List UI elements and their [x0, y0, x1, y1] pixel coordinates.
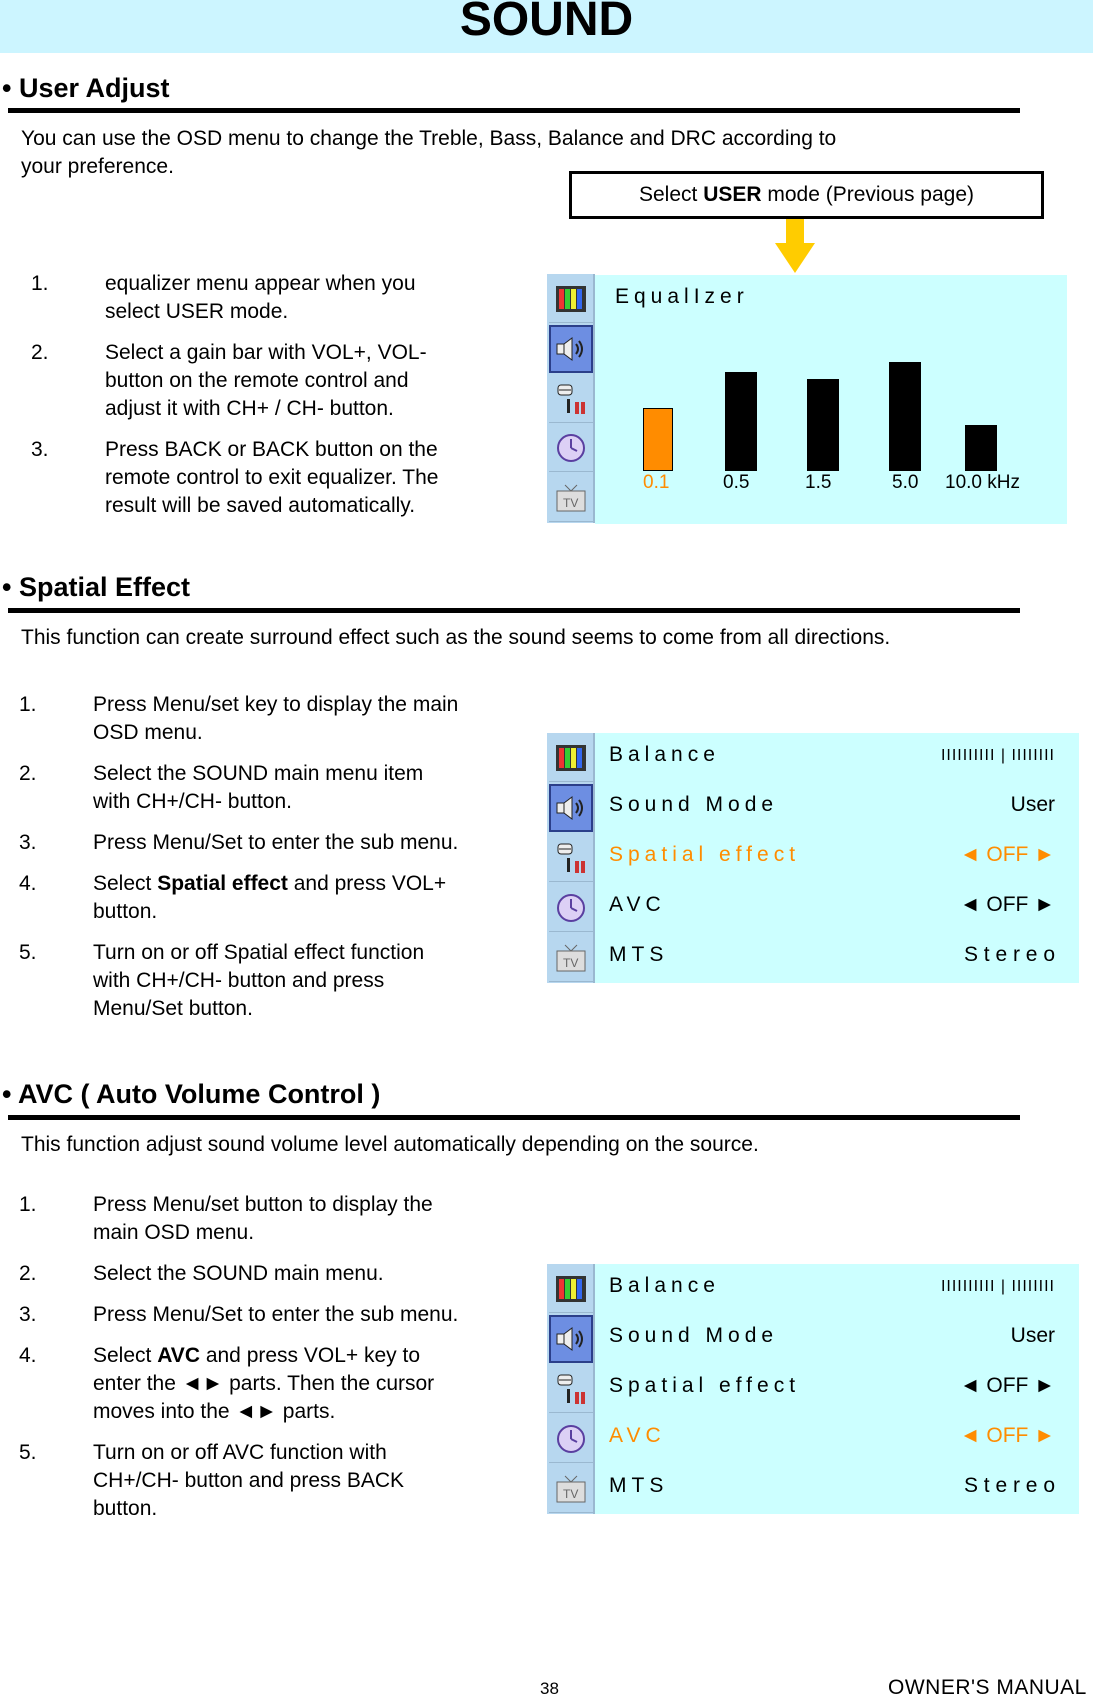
- step-text: enter the ◄► parts. Then the cursor: [93, 1372, 435, 1395]
- equalizer-gain-bar[interactable]: [725, 372, 757, 471]
- step-text-pre: Select: [93, 1344, 158, 1367]
- user-adjust-intro-line1: You can use the OSD menu to change the Treble, Bass, Balance and DRC according to: [21, 127, 837, 150]
- down-arrow-stem: [786, 219, 804, 245]
- select-user-mode-callout: [569, 171, 1044, 219]
- step-text: Turn on or off Spatial effect function: [93, 941, 425, 964]
- user-adjust-intro-line2: your preference.: [21, 155, 174, 178]
- step-text: result will be saved automatically.: [105, 494, 416, 517]
- sound-icon[interactable]: [549, 784, 593, 832]
- step-text-bold: AVC: [157, 1344, 200, 1367]
- osd-icon-column: [547, 274, 595, 523]
- osd-menu-label: AVC: [609, 893, 666, 916]
- step-number: 3.: [19, 831, 37, 854]
- step-number: 2.: [19, 762, 37, 785]
- setup-icon[interactable]: [549, 1365, 593, 1413]
- osd-menu-value[interactable]: S t e r e o: [963, 943, 1055, 966]
- callout-suffix: mode (Previous page): [761, 183, 974, 206]
- step-text: OSD menu.: [93, 721, 203, 744]
- osd-menu-row[interactable]: [595, 933, 1079, 983]
- step-number: 2.: [19, 1262, 37, 1285]
- step-number: 5.: [19, 941, 37, 964]
- step-text: Press Menu/set button to display the: [93, 1193, 433, 1216]
- balance-bar[interactable]: IIIIIIIIII | IIIIIIII: [940, 747, 1055, 764]
- osd-menu-label: AVC: [609, 1424, 666, 1447]
- step-text: button.: [93, 900, 158, 923]
- equalizer-gain-bar[interactable]: [643, 408, 673, 471]
- step-number: 1.: [31, 272, 49, 295]
- step-text-pre: Select: [93, 872, 158, 895]
- osd-menu-row[interactable]: [595, 883, 1079, 933]
- down-arrow-icon: [775, 243, 815, 273]
- callout-bold: USER: [703, 183, 762, 206]
- osd-menu-label: Balance: [609, 1274, 720, 1297]
- osd-menu-label: Spatial effect: [609, 1374, 801, 1397]
- section-rule: [8, 1115, 1020, 1120]
- svg-text:TV: TV: [563, 495, 579, 510]
- clock-icon[interactable]: [549, 884, 593, 932]
- section-heading-user-adjust: • User Adjust: [2, 73, 170, 103]
- osd-menu-label: MTS: [609, 1474, 669, 1497]
- step-number: 3.: [19, 1303, 37, 1326]
- step-text: Press Menu/Set to enter the sub menu.: [93, 1303, 459, 1326]
- osd-menu-row[interactable]: [595, 733, 1079, 783]
- step-text-post: and press VOL+ key to: [199, 1344, 421, 1367]
- equalizer-gain-bar[interactable]: [807, 379, 839, 471]
- osd-menu-row[interactable]: [595, 1464, 1079, 1514]
- step-text: button on the remote control and: [105, 369, 409, 392]
- section-heading-avc: • AVC ( Auto Volume Control ): [2, 1079, 381, 1109]
- step-text: [93, 1342, 420, 1370]
- picture-icon[interactable]: [549, 734, 593, 782]
- osd-menu-label: Spatial effect: [609, 843, 801, 866]
- avc-osd-menu: [595, 1264, 1079, 1514]
- svg-text:TV: TV: [563, 1486, 579, 1501]
- osd-menu-value[interactable]: S t e r e o: [963, 1474, 1055, 1497]
- osd-menu-value[interactable]: User: [1010, 1324, 1055, 1347]
- page-number: 38: [540, 1679, 559, 1698]
- osd-menu-label: Sound Mode: [609, 1324, 779, 1347]
- step-text: Press BACK or BACK button on the: [105, 438, 438, 461]
- equalizer-band-label: 0.1: [643, 472, 670, 493]
- equalizer-band-label: 1.5: [805, 472, 832, 493]
- step-text: Turn on or off AVC function with: [93, 1441, 387, 1464]
- tv-icon[interactable]: [549, 1465, 593, 1513]
- sound-icon[interactable]: [549, 1315, 593, 1363]
- spatial-intro: This function can create surround effect such as the sound seems to come from all directions.: [21, 626, 891, 649]
- equalizer-band-label: 5.0: [892, 472, 919, 493]
- step-text: with CH+/CH- button and press: [93, 969, 385, 992]
- step-text-bold: Spatial effect: [157, 872, 288, 895]
- osd-menu-label: Balance: [609, 743, 720, 766]
- osd-icon-column: [547, 733, 595, 983]
- avc-intro: This function adjust sound volume level automatically depending on the source.: [21, 1133, 759, 1156]
- step-number: 4.: [19, 872, 37, 895]
- step-text: with CH+/CH- button.: [93, 790, 292, 813]
- osd-menu-row[interactable]: [595, 1314, 1079, 1364]
- step-number: 1.: [19, 1193, 37, 1216]
- osd-menu-row[interactable]: [595, 783, 1079, 833]
- step-text: Press Menu/Set to enter the sub menu.: [93, 831, 459, 854]
- step-text: Select the SOUND main menu.: [93, 1262, 384, 1285]
- section-rule: [8, 608, 1020, 613]
- clock-icon[interactable]: [549, 424, 593, 472]
- step-number: 5.: [19, 1441, 37, 1464]
- svg-text:TV: TV: [563, 955, 579, 970]
- step-text: main OSD menu.: [93, 1221, 255, 1244]
- step-text: remote control to exit equalizer. The: [105, 466, 439, 489]
- setup-icon[interactable]: [549, 834, 593, 882]
- step-text: [93, 870, 446, 898]
- step-number: 4.: [19, 1344, 37, 1367]
- clock-icon[interactable]: [549, 1415, 593, 1463]
- step-text: Press Menu/set key to display the main: [93, 693, 459, 716]
- step-text: adjust it with CH+ / CH- button.: [105, 397, 394, 420]
- osd-menu-row[interactable]: [595, 1264, 1079, 1314]
- equalizer-gain-bar[interactable]: [889, 362, 921, 471]
- step-text: moves into the ◄► parts.: [93, 1400, 336, 1423]
- equalizer-band-label: 0.5: [723, 472, 750, 493]
- step-text: Select a gain bar with VOL+, VOL-: [105, 341, 427, 364]
- step-text-post: and press VOL+: [287, 872, 447, 895]
- osd-icon-column: [547, 1264, 595, 1514]
- equalizer-band-label: 10.0 kHz: [945, 472, 1020, 493]
- title-banner: [0, 0, 1093, 53]
- equalizer-panel: [595, 275, 1067, 524]
- step-text: Select the SOUND main menu item: [93, 762, 424, 785]
- osd-menu-row[interactable]: [595, 1414, 1079, 1464]
- section-rule: [8, 108, 1020, 113]
- osd-menu-value[interactable]: User: [1010, 793, 1055, 816]
- osd-menu-value[interactable]: ◄ OFF ►: [959, 843, 1055, 866]
- step-text: equalizer menu appear when you: [105, 272, 416, 295]
- osd-menu-value[interactable]: ◄ OFF ►: [959, 1424, 1055, 1447]
- page-title: SOUND: [459, 0, 634, 46]
- step-number: 1.: [19, 693, 37, 716]
- sound-icon[interactable]: [549, 325, 593, 373]
- equalizer-title: EqualIzer: [615, 285, 749, 308]
- setup-icon[interactable]: [549, 375, 593, 423]
- osd-menu-row[interactable]: [595, 833, 1079, 883]
- equalizer-gain-bar[interactable]: [965, 425, 997, 471]
- osd-menu-row[interactable]: [595, 1364, 1079, 1414]
- tv-icon[interactable]: [549, 934, 593, 982]
- step-text: button.: [93, 1497, 158, 1520]
- step-text: Menu/Set button.: [93, 997, 253, 1020]
- step-text: select USER mode.: [105, 300, 289, 323]
- step-number: 3.: [31, 438, 49, 461]
- callout-prefix: Select: [638, 183, 704, 206]
- manual-label: OWNER'S MANUAL: [888, 1676, 1087, 1699]
- osd-menu-value[interactable]: ◄ OFF ►: [959, 1374, 1055, 1397]
- step-text: CH+/CH- button and press BACK: [93, 1469, 405, 1492]
- tv-icon[interactable]: [549, 474, 593, 522]
- picture-icon[interactable]: [549, 275, 593, 323]
- osd-menu-label: MTS: [609, 943, 669, 966]
- osd-menu-value[interactable]: ◄ OFF ►: [959, 893, 1055, 916]
- picture-icon[interactable]: [549, 1265, 593, 1313]
- spatial-osd-menu: [595, 733, 1079, 983]
- section-heading-spatial-effect: • Spatial Effect: [2, 572, 190, 602]
- balance-bar[interactable]: IIIIIIIIII | IIIIIIII: [940, 1278, 1055, 1295]
- osd-menu-label: Sound Mode: [609, 793, 779, 816]
- step-number: 2.: [31, 341, 49, 364]
